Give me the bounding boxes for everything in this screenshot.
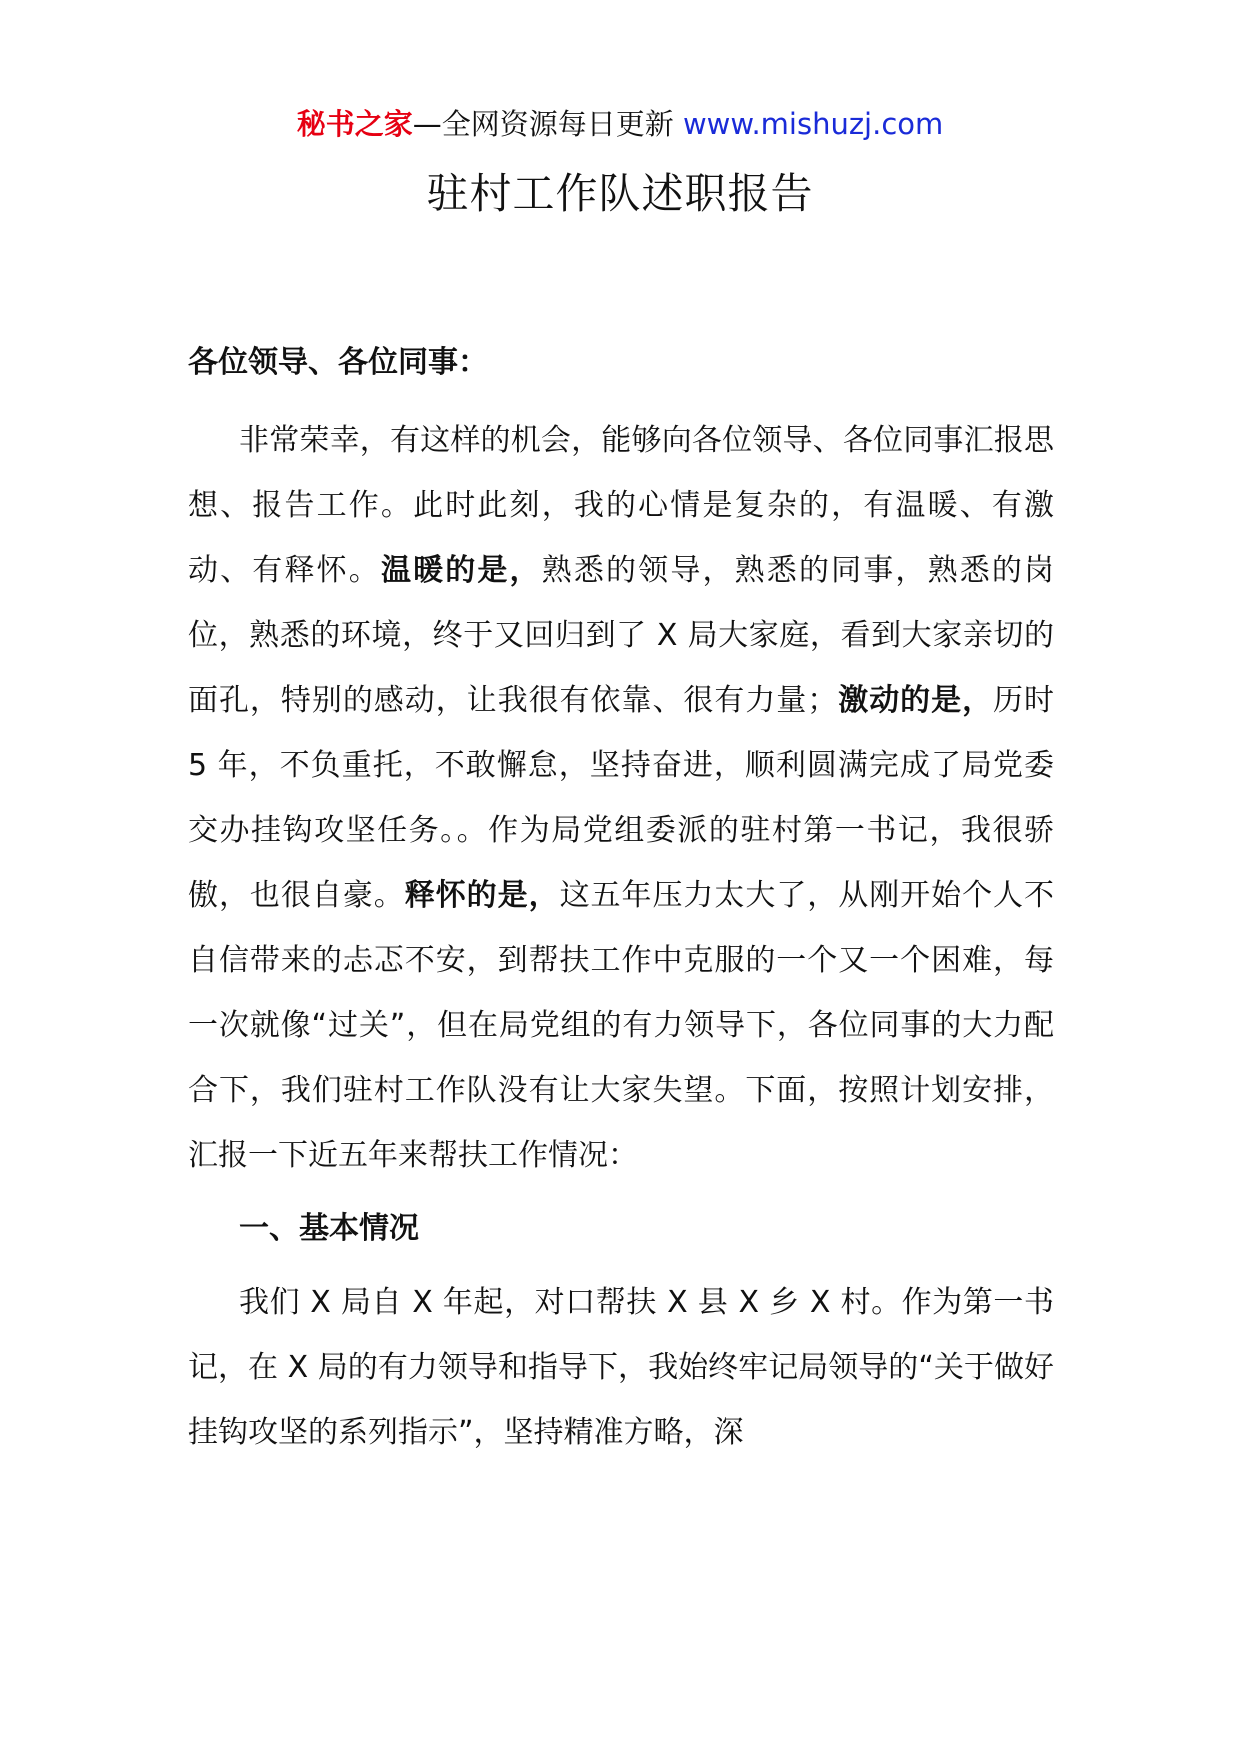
basic-situation-paragraph: 我们 X 局自 X 年起，对口帮扶 X 县 X 乡 X 村。作为第一书记，在 X 局的有力领导和指导下，我始终牢记局领导的“关于做好挂钩攻坚的系列指示”，坚持精准方略，深 xyxy=(188,1285,1054,1450)
brand-name: 秘书之家 xyxy=(296,107,413,141)
site-banner xyxy=(0,104,1240,144)
emphasis-relief: 释怀的是， xyxy=(404,878,560,913)
intro-paragraph xyxy=(188,408,1054,1188)
salutation: 各位领导、各位同事： xyxy=(188,345,488,380)
emphasis-excitement: 激动的是， xyxy=(837,683,994,718)
document-body xyxy=(188,336,1054,1465)
intro-text-2: 熟悉的领导，熟悉的同事，熟悉的岗位，熟悉的环境，终于又回归到了 X 局大家庭，看到大家亲切的面孔，特别的感动，让我很有依靠、很有力量； xyxy=(188,553,1055,718)
section-heading-basic-situation: 一、基本情况 xyxy=(239,1211,419,1246)
document-title: 驻村工作队述职报告 xyxy=(426,169,814,218)
intro-text-1: 非常荣幸，有这样的机会，能够向各位领导、各位同事汇报思想、报告工作。此时此刻，我的心情是复杂的，有温暖、有激动、有释怀。 xyxy=(188,423,1054,588)
website-link[interactable]: www.mishuzj.com xyxy=(682,107,944,141)
banner-slogan: —全网资源每日更新 xyxy=(412,107,683,141)
emphasis-warmth: 温暖的是， xyxy=(380,553,542,588)
intro-text-3: 历时 5 年，不负重托，不敢懈怠，坚持奋进，顺利圆满完成了局党委交办挂钩攻坚任务。。作为局党组委派的驻村第一书记，我很骄傲，也很自豪。 xyxy=(188,683,1055,913)
intro-text-4: 这五年压力太大了，从刚开始个人不自信带来的忐忑不安，到帮扶工作中克服的一个又一个困难，每一次就像“过关”，但在局党组的有力领导下，各位同事的大力配合下，我们驻村工作队没有让大家失望。下面，按照计划安排，汇报一下近五年来帮扶工作情况： xyxy=(188,878,1055,1173)
